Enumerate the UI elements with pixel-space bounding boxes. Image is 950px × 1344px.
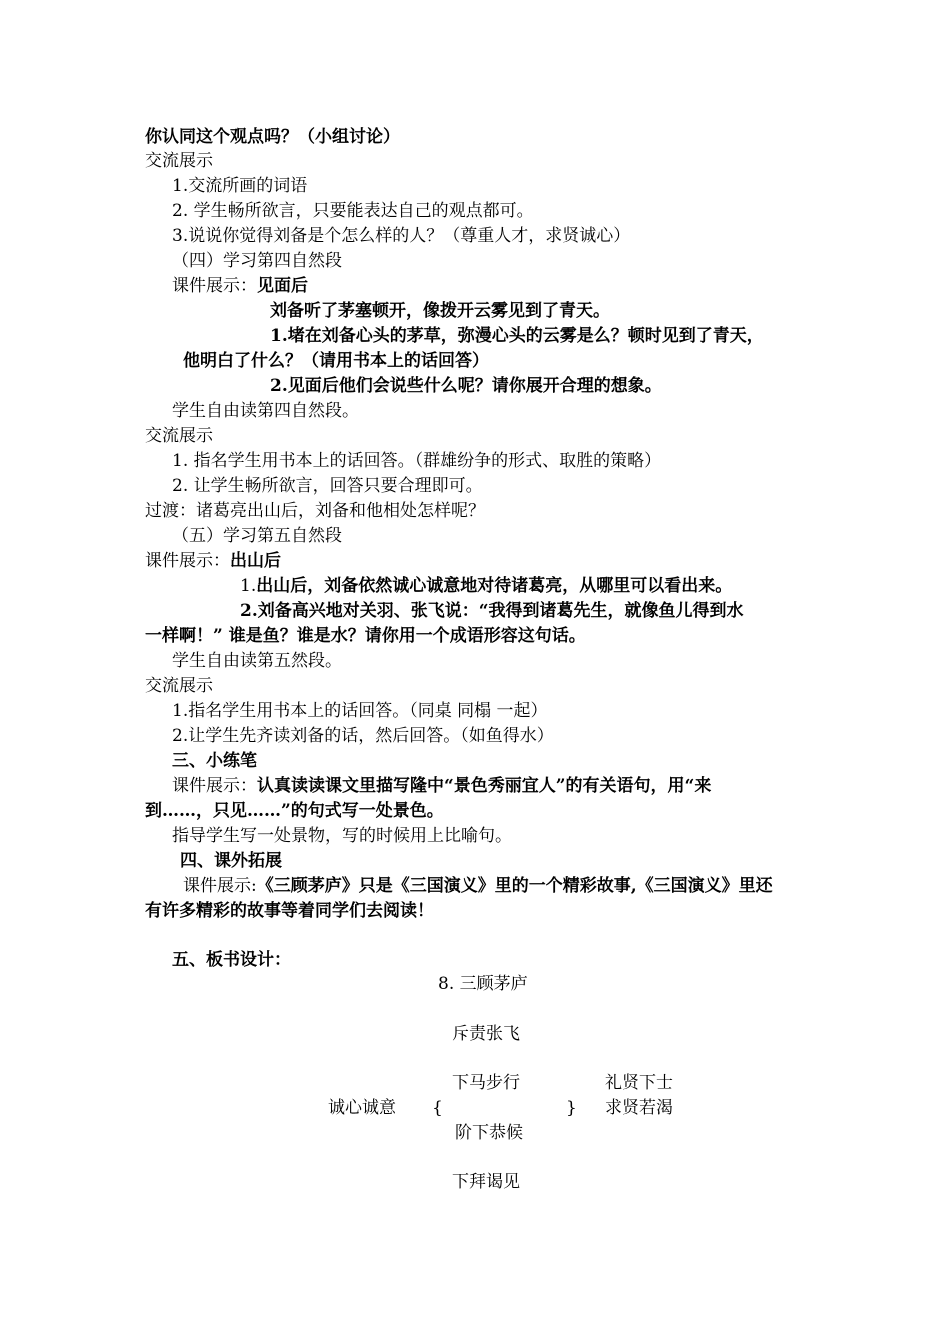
- courseware-label: 课件展示：: [145, 551, 230, 571]
- practice-text-a: 认真读读课文里描写隆中“景色秀丽宜人”的有关语句，用“来: [257, 776, 712, 796]
- courseware-label: 课件展示：: [172, 776, 257, 796]
- exchange-heading-2: 交流展示: [145, 426, 213, 446]
- exchange-item-2: 2. 学生畅所欲言，只要能表达自己的观点都可。: [172, 201, 534, 221]
- transition-line: 过渡：诸葛亮出山后，刘备和他相处怎样呢？: [145, 501, 485, 521]
- board-wait: 阶下恭候: [455, 1123, 523, 1143]
- meeting-question-2: 2.见面后他们会说些什么呢？请你展开合理的想象。: [270, 376, 662, 396]
- board-respect: 礼贤下士: [605, 1073, 673, 1093]
- board-brace-open: {: [432, 1098, 443, 1118]
- part-3-title: 三、小练笔: [172, 751, 257, 771]
- courseware-line-3: [172, 774, 711, 798]
- courseware-line-1: [172, 274, 308, 298]
- meeting-question-1b: 他明白了什么？（请用书本上的话回答）: [183, 351, 489, 371]
- exchange-item-3: 3.说说你觉得刘备是个怎么样的人？（尊重人才，求贤诚心）: [172, 226, 631, 246]
- extension-text-a: 《三顾茅庐》只是《三国演义》里的一个精彩故事,《三国演义》里还: [256, 876, 773, 896]
- after-meeting-label: 见面后: [257, 276, 308, 296]
- board-brace-close: }: [566, 1098, 577, 1118]
- question-title: 你认同这个观点吗？（小组讨论）: [145, 127, 400, 147]
- board-bow: 下拜谒见: [452, 1172, 520, 1192]
- out-question-1-number: 1.: [240, 576, 257, 596]
- part-4-title: 四、课外拓展: [180, 851, 282, 871]
- board-thirst: 求贤若渴: [605, 1098, 673, 1118]
- read-paragraph-4: 学生自由读第四自然段。: [172, 401, 359, 421]
- courseware-label: 课件展示：: [172, 276, 257, 296]
- board-sincere: 诚心诚意: [328, 1098, 396, 1118]
- out-question-1: [240, 574, 732, 598]
- read-paragraph-5: 学生自由读第五然段。: [172, 651, 342, 671]
- guide-line: 指导学生写一处景物，写的时候用上比喻句。: [172, 826, 512, 846]
- part-5-title: 五、板书设计：: [172, 950, 291, 970]
- extension-text-b: 有许多精彩的故事等着同学们去阅读！: [145, 901, 434, 921]
- courseware-label: 课件展示:: [183, 876, 257, 896]
- practice-text-b: 到……，只见……”的句式写一处景色。: [145, 801, 444, 821]
- exchange-heading: 交流展示: [145, 151, 213, 171]
- after-leaving-label: 出山后: [230, 551, 281, 571]
- exchange-3-item-1: 1.指名学生用书本上的话回答。（同桌 同榻 一起）: [172, 701, 548, 721]
- section-4-title: （四）学习第四自然段: [172, 251, 342, 271]
- meeting-quote: 刘备听了茅塞顿开，像拨开云雾见到了青天。: [270, 301, 610, 321]
- meeting-question-1a: 1.堵在刘备心头的茅草，弥漫心头的云雾是么？顿时见到了青天，: [270, 326, 764, 346]
- exchange-2-item-1: 1. 指名学生用书本上的话回答。（群雄纷争的形式、取胜的策略）: [172, 451, 662, 471]
- board-dismount: 下马步行: [452, 1073, 520, 1093]
- out-question-2b: 一样啊！” 谁是鱼？谁是水？请你用一个成语形容这句话。: [145, 626, 586, 646]
- board-title: 8. 三顾茅庐: [438, 974, 528, 994]
- exchange-2-item-2: 2. 让学生畅所欲言，回答只要合理即可。: [172, 476, 483, 496]
- courseware-line-4: [183, 874, 773, 898]
- section-5-title: （五）学习第五自然段: [172, 526, 342, 546]
- out-question-2a: 2.刘备高兴地对关羽、张飞说：“我得到诸葛先生，就像鱼儿得到水: [240, 601, 744, 621]
- courseware-line-2: [145, 549, 281, 573]
- exchange-3-item-2: 2.让学生先齐读刘备的话，然后回答。（如鱼得水）: [172, 726, 554, 746]
- exchange-heading-3: 交流展示: [145, 676, 213, 696]
- out-question-1-text: 出山后，刘备依然诚心诚意地对待诸葛亮，从哪里可以看出来。: [256, 576, 733, 596]
- board-rebuke: 斥责张飞: [452, 1024, 520, 1044]
- exchange-item-1: 1.交流所画的词语: [172, 176, 308, 196]
